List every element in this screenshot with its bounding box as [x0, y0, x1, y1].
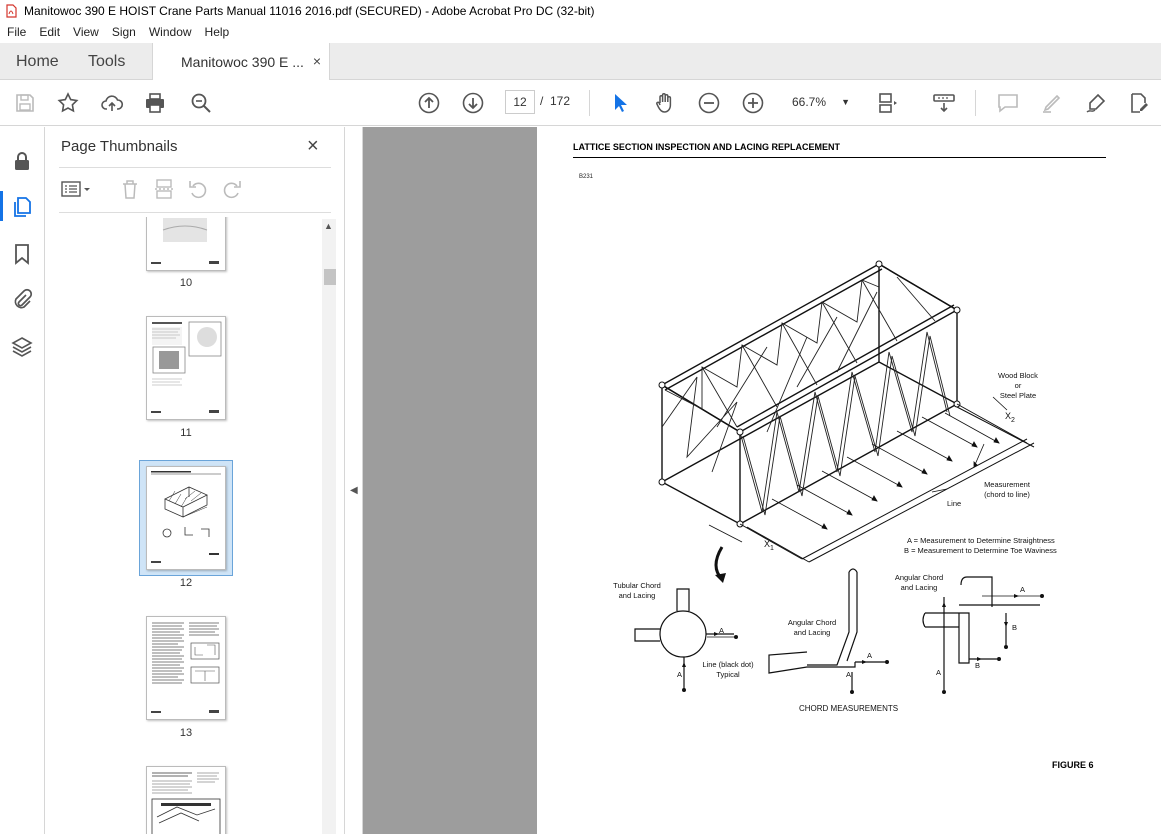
toolbar-divider [975, 90, 976, 116]
zoom-level-dropdown[interactable] [786, 90, 856, 114]
page-thumbnails-icon[interactable] [10, 195, 34, 219]
thumbnail-page-number: 10 [179, 277, 193, 289]
page-thumbnail-13[interactable] [146, 616, 226, 720]
comment-icon[interactable] [996, 91, 1020, 115]
thumbnail-page-number: 13 [179, 727, 193, 739]
select-cursor-icon[interactable] [608, 91, 632, 115]
menu-view[interactable]: View [73, 25, 99, 39]
menu-file[interactable]: File [7, 25, 27, 39]
label-wood-block: Wood Block or Steel Plate [998, 371, 1038, 400]
window-title: Manitowoc 390 E HOIST Crane Parts Manual 11016 2016.pdf (SECURED) - Adobe Acrobat Pro DC (32-bit) [24, 4, 595, 18]
legend-b: B = Measurement to Determine Toe Waviness [904, 546, 1057, 555]
bookmark-star-icon[interactable] [56, 91, 80, 115]
label-line-black-dot: Line (black dot) Typical [702, 660, 754, 679]
page-fit-icon[interactable] [876, 91, 900, 115]
label-b-right-h: B [975, 661, 981, 670]
scrollbar-thumb[interactable] [324, 269, 336, 285]
next-page-icon[interactable] [461, 91, 485, 115]
panel-close-icon[interactable]: × [307, 135, 319, 157]
scroll-mode-icon[interactable] [932, 91, 956, 115]
tab-tools[interactable]: Tools [88, 53, 126, 70]
label-a-tubular-h: A [719, 626, 725, 635]
label-a-right-h: A [1020, 585, 1026, 594]
document-viewport[interactable] [363, 127, 1161, 834]
tab-close-icon[interactable]: × [312, 53, 321, 69]
tab-document-label: Manitowoc 390 E ... [181, 54, 304, 70]
label-a-angular-v: A [846, 670, 852, 679]
bookmark-icon[interactable] [10, 242, 34, 266]
menu-bar [0, 22, 1161, 42]
highlight-pen-icon[interactable] [1040, 91, 1064, 115]
options-menu-icon[interactable] [61, 178, 83, 200]
tab-document[interactable] [152, 43, 330, 80]
page-thumbnail-11[interactable] [146, 316, 226, 420]
label-a-tubular-v: A [677, 670, 683, 679]
acrobat-pdf-icon [4, 4, 18, 18]
label-a-right-v: A [936, 668, 942, 677]
previous-page-icon[interactable] [417, 91, 441, 115]
zoom-search-icon[interactable] [189, 91, 213, 115]
lock-icon[interactable] [10, 149, 34, 173]
divider [59, 167, 331, 168]
thumbnail-list [59, 217, 319, 834]
panel-collapse-strip[interactable] [345, 127, 363, 834]
attachment-paperclip-icon[interactable] [10, 288, 34, 312]
label-tubular-chord: Tubular Chord and Lacing [613, 581, 661, 600]
page-thumbnail-14[interactable] [146, 766, 226, 834]
menu-edit[interactable]: Edit [39, 25, 61, 39]
zoom-out-icon[interactable] [697, 91, 721, 115]
print-icon[interactable] [143, 91, 167, 115]
label-x2: $X_2$ [1005, 411, 1015, 424]
page-thumbnails-panel [45, 127, 345, 834]
collapse-left-icon[interactable]: ◀ [350, 485, 358, 496]
pdf-page [537, 127, 1161, 834]
menu-help[interactable]: Help [204, 25, 230, 39]
divider [59, 212, 331, 213]
main-toolbar [0, 80, 1161, 126]
layers-icon[interactable] [10, 335, 34, 359]
active-indicator [0, 191, 3, 221]
hand-pan-icon[interactable] [653, 91, 677, 115]
scroll-up-icon[interactable]: ▲ [324, 221, 333, 231]
chevron-down-icon: ▼ [841, 97, 850, 107]
thumbnail-page-number: 11 [180, 427, 192, 439]
save-icon[interactable] [13, 91, 37, 115]
page-heading: LATTICE SECTION INSPECTION AND LACING REPLACEMENT [573, 142, 841, 152]
legend-a: A = Measurement to Determine Straightness [907, 536, 1055, 545]
rotate-right-icon[interactable] [221, 178, 243, 200]
label-angular-chord-right: Angular Chord and Lacing [894, 573, 944, 592]
page-total: 172 [550, 94, 571, 108]
label-angular-chord-mid: Angular Chord and Lacing [787, 618, 837, 637]
page-thumbnail-12[interactable] [146, 466, 226, 570]
extract-pages-icon[interactable] [153, 178, 175, 200]
label-chord-measurements: CHORD MEASUREMENTS [799, 704, 899, 713]
page-separator: / [540, 94, 544, 108]
zoom-level-value: 66.7% [792, 95, 827, 109]
menu-sign[interactable]: Sign [111, 25, 136, 39]
rotate-left-icon[interactable] [187, 178, 209, 200]
tab-home[interactable]: Home [16, 53, 59, 70]
zoom-in-icon[interactable] [741, 91, 765, 115]
thumbnail-scrollbar[interactable] [322, 219, 336, 834]
label-x1: $X_1$ [764, 539, 774, 552]
figure-label: FIGURE 6 [1052, 760, 1094, 770]
delete-page-icon[interactable] [119, 178, 141, 200]
page-thumbnail-10[interactable] [146, 217, 226, 271]
page-number-input[interactable]: 12 [505, 90, 535, 114]
label-b-right-v: B [1012, 623, 1018, 632]
toolbar-divider [589, 90, 590, 116]
lattice-section-drawing [537, 127, 1161, 834]
title-bar [0, 0, 1161, 22]
tab-bar [0, 43, 1161, 80]
label-line: Line [947, 499, 962, 508]
thumbnail-tools [59, 175, 331, 205]
panel-title: Page Thumbnails [61, 138, 178, 155]
figure-code: B231 [579, 174, 594, 180]
upload-cloud-icon[interactable] [100, 91, 124, 115]
edit-document-icon[interactable] [1127, 91, 1151, 115]
menu-window[interactable]: Window [148, 25, 192, 39]
left-tool-rail [0, 127, 45, 834]
sign-pen-icon[interactable] [1084, 91, 1108, 115]
thumbnail-page-number: 12 [179, 577, 193, 589]
label-a-angular-h: A [867, 651, 873, 660]
label-measurement: Measurement (chord to line) [984, 480, 1030, 499]
